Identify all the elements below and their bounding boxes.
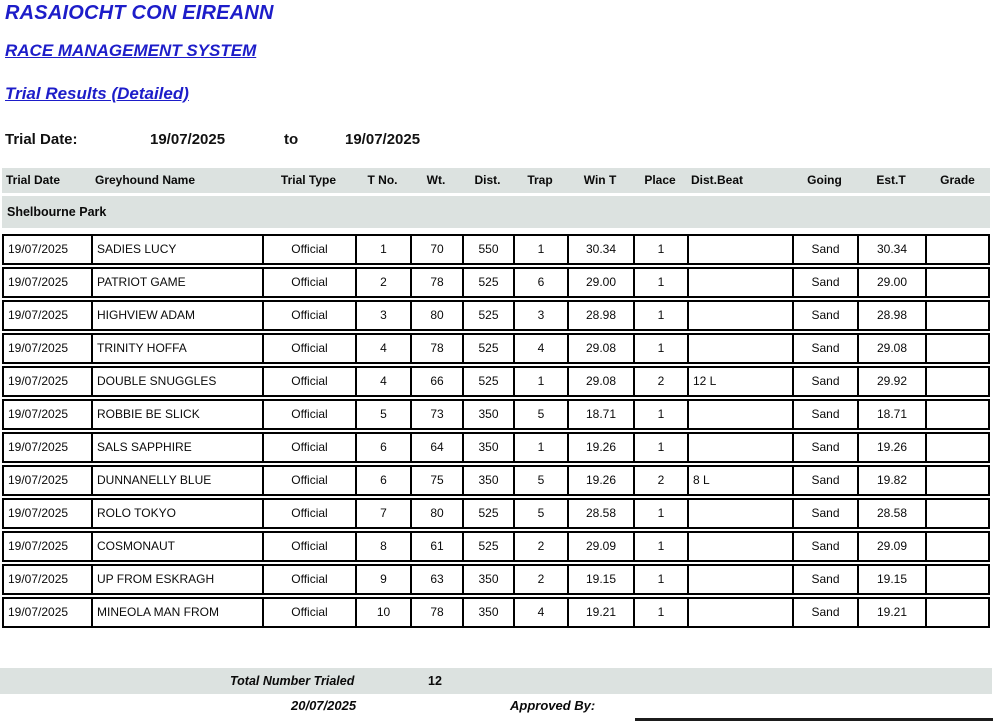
- table-cell: 2: [635, 368, 689, 395]
- table-cell: 350: [464, 599, 515, 626]
- column-header: Wt.: [426, 173, 446, 187]
- table-cell: [689, 269, 794, 296]
- table-cell: [689, 599, 794, 626]
- table-cell: 70: [412, 236, 464, 263]
- table-cell: [689, 236, 794, 263]
- table-row: [2, 366, 990, 397]
- table-cell: 19.15: [859, 566, 927, 593]
- table-cell: 350: [464, 566, 515, 593]
- table-cell: [689, 434, 794, 461]
- table-cell: 10: [357, 599, 412, 626]
- table-row: [2, 399, 990, 430]
- table-cell: 4: [515, 599, 569, 626]
- table-row: [2, 597, 990, 628]
- table-cell: 80: [412, 302, 464, 329]
- table-row: [2, 498, 990, 529]
- table-cell: Official: [264, 269, 357, 296]
- table-cell: Sand: [794, 368, 859, 395]
- table-cell: 78: [412, 335, 464, 362]
- table-cell: DUNNANELLY BLUE: [93, 467, 264, 494]
- table-cell: 8 L: [689, 467, 794, 494]
- table-cell: 1: [635, 269, 689, 296]
- table-cell: 2: [635, 467, 689, 494]
- column-header: Greyhound Name: [95, 173, 196, 187]
- table-cell: 78: [412, 599, 464, 626]
- table-cell: DOUBLE SNUGGLES: [93, 368, 264, 395]
- table-cell: [689, 401, 794, 428]
- table-cell: 3: [515, 302, 569, 329]
- table-cell: [927, 302, 988, 329]
- table-cell: ROBBIE BE SLICK: [93, 401, 264, 428]
- trial-date-filter: [0, 131, 1000, 151]
- table-cell: Sand: [794, 302, 859, 329]
- trial-date-to-label: to: [284, 131, 299, 148]
- table-cell: 350: [464, 401, 515, 428]
- table-cell: 6: [357, 434, 412, 461]
- table-cell: Sand: [794, 269, 859, 296]
- table-cell: 19/07/2025: [4, 434, 93, 461]
- trials-table-body: [2, 234, 990, 628]
- table-cell: [927, 269, 988, 296]
- table-cell: 19/07/2025: [4, 599, 93, 626]
- table-row: [2, 300, 990, 331]
- table-cell: MINEOLA MAN FROM: [93, 599, 264, 626]
- table-cell: 78: [412, 269, 464, 296]
- table-cell: 19.21: [859, 599, 927, 626]
- table-cell: 5: [357, 401, 412, 428]
- table-cell: 525: [464, 302, 515, 329]
- table-cell: [927, 335, 988, 362]
- table-cell: 29.92: [859, 368, 927, 395]
- org-title: RASAIOCHT CON EIREANN: [5, 2, 274, 24]
- trial-date-from: 19/07/2025: [150, 131, 226, 148]
- column-header: Win T: [583, 173, 617, 187]
- table-cell: 29.08: [859, 335, 927, 362]
- table-cell: 66: [412, 368, 464, 395]
- column-header: Dist.Beat: [691, 173, 744, 187]
- table-cell: 1: [515, 236, 569, 263]
- table-cell: Official: [264, 302, 357, 329]
- table-cell: 12 L: [689, 368, 794, 395]
- column-header: Est.T: [876, 173, 906, 187]
- table-cell: 9: [357, 566, 412, 593]
- table-cell: 525: [464, 533, 515, 560]
- table-cell: [927, 566, 988, 593]
- table-cell: 19/07/2025: [4, 533, 93, 560]
- table-cell: [927, 500, 988, 527]
- table-cell: 29.08: [569, 368, 635, 395]
- table-cell: 3: [357, 302, 412, 329]
- table-cell: 64: [412, 434, 464, 461]
- table-cell: 1: [635, 434, 689, 461]
- table-cell: 4: [357, 368, 412, 395]
- table-cell: Sand: [794, 566, 859, 593]
- table-cell: 19.26: [859, 434, 927, 461]
- table-row: [2, 564, 990, 595]
- table-cell: 350: [464, 467, 515, 494]
- table-cell: [927, 533, 988, 560]
- table-row: [2, 234, 990, 265]
- table-cell: 29.09: [859, 533, 927, 560]
- system-title: RACE MANAGEMENT SYSTEM: [5, 41, 257, 60]
- table-cell: Official: [264, 599, 357, 626]
- table-cell: [927, 599, 988, 626]
- table-cell: 2: [515, 566, 569, 593]
- table-cell: [927, 434, 988, 461]
- table-cell: Sand: [794, 533, 859, 560]
- table-cell: 1: [635, 599, 689, 626]
- report-title: Trial Results (Detailed): [5, 84, 189, 103]
- table-cell: Sand: [794, 467, 859, 494]
- table-cell: 525: [464, 500, 515, 527]
- table-cell: 5: [515, 467, 569, 494]
- table-cell: HIGHVIEW ADAM: [93, 302, 264, 329]
- table-cell: [927, 236, 988, 263]
- table-cell: 75: [412, 467, 464, 494]
- table-cell: 19.82: [859, 467, 927, 494]
- table-cell: [927, 467, 988, 494]
- table-cell: [689, 533, 794, 560]
- table-cell: Official: [264, 335, 357, 362]
- report-date: 20/07/2025: [291, 698, 357, 713]
- table-row: [2, 267, 990, 298]
- table-cell: 29.00: [569, 269, 635, 296]
- table-cell: 4: [357, 335, 412, 362]
- table-cell: 1: [635, 236, 689, 263]
- table-cell: 550: [464, 236, 515, 263]
- table-cell: ROLO TOKYO: [93, 500, 264, 527]
- table-cell: 525: [464, 269, 515, 296]
- table-cell: [689, 335, 794, 362]
- table-cell: Official: [264, 533, 357, 560]
- table-cell: 5: [515, 401, 569, 428]
- table-cell: 29.00: [859, 269, 927, 296]
- table-cell: PATRIOT GAME: [93, 269, 264, 296]
- table-cell: Official: [264, 467, 357, 494]
- column-header: Trial Date: [6, 173, 61, 187]
- table-cell: 5: [515, 500, 569, 527]
- column-header: Dist.: [474, 173, 501, 187]
- column-header: Trial Type: [280, 173, 337, 187]
- table-cell: 7: [357, 500, 412, 527]
- approved-by-label: Approved By:: [510, 698, 596, 713]
- column-header: Place: [644, 173, 676, 187]
- table-cell: 525: [464, 335, 515, 362]
- track-section-header: Shelbourne Park: [2, 196, 990, 228]
- table-cell: 1: [635, 533, 689, 560]
- table-cell: 28.98: [859, 302, 927, 329]
- table-cell: 18.71: [859, 401, 927, 428]
- table-cell: 19/07/2025: [4, 335, 93, 362]
- trial-date-label: Trial Date:: [5, 131, 78, 148]
- table-cell: 19.21: [569, 599, 635, 626]
- totals-band: [0, 668, 992, 694]
- table-cell: [689, 302, 794, 329]
- trial-date-to: 19/07/2025: [345, 131, 421, 148]
- trials-table: [2, 168, 990, 630]
- table-cell: 19/07/2025: [4, 500, 93, 527]
- table-cell: 2: [515, 533, 569, 560]
- table-cell: 73: [412, 401, 464, 428]
- table-cell: [927, 401, 988, 428]
- table-cell: 19.15: [569, 566, 635, 593]
- table-cell: Official: [264, 434, 357, 461]
- column-header: Trap: [527, 173, 553, 187]
- table-cell: 1: [635, 335, 689, 362]
- table-cell: 19/07/2025: [4, 368, 93, 395]
- table-cell: 6: [515, 269, 569, 296]
- table-cell: 1: [515, 434, 569, 461]
- table-row: [2, 531, 990, 562]
- table-cell: 30.34: [859, 236, 927, 263]
- column-header: T No.: [367, 173, 398, 187]
- table-cell: Official: [264, 401, 357, 428]
- table-cell: COSMONAUT: [93, 533, 264, 560]
- table-header-row: [2, 168, 990, 193]
- table-cell: 525: [464, 368, 515, 395]
- table-cell: 28.58: [569, 500, 635, 527]
- table-row: [2, 333, 990, 364]
- table-cell: 19.26: [569, 434, 635, 461]
- footer-row: [0, 698, 1000, 718]
- table-cell: Official: [264, 236, 357, 263]
- table-cell: 19/07/2025: [4, 467, 93, 494]
- table-cell: 6: [357, 467, 412, 494]
- column-header: Going: [807, 173, 842, 187]
- table-cell: 30.34: [569, 236, 635, 263]
- table-cell: 29.08: [569, 335, 635, 362]
- table-cell: 1: [635, 500, 689, 527]
- table-cell: 8: [357, 533, 412, 560]
- table-cell: 1: [357, 236, 412, 263]
- total-trialed-value: 12: [428, 674, 442, 688]
- table-cell: 19/07/2025: [4, 401, 93, 428]
- table-cell: Sand: [794, 401, 859, 428]
- table-cell: 80: [412, 500, 464, 527]
- table-cell: Sand: [794, 335, 859, 362]
- table-cell: Official: [264, 500, 357, 527]
- table-cell: 1: [635, 302, 689, 329]
- table-cell: 1: [635, 566, 689, 593]
- table-cell: 4: [515, 335, 569, 362]
- table-cell: SADIES LUCY: [93, 236, 264, 263]
- table-cell: 28.58: [859, 500, 927, 527]
- table-cell: UP FROM ESKRAGH: [93, 566, 264, 593]
- table-cell: 1: [515, 368, 569, 395]
- table-cell: Sand: [794, 599, 859, 626]
- total-trialed-label: Total Number Trialed: [230, 674, 355, 688]
- table-cell: 2: [357, 269, 412, 296]
- table-row: [2, 465, 990, 496]
- table-cell: Sand: [794, 434, 859, 461]
- table-cell: 61: [412, 533, 464, 560]
- table-cell: 28.98: [569, 302, 635, 329]
- table-cell: 19.26: [569, 467, 635, 494]
- table-cell: Official: [264, 368, 357, 395]
- table-cell: 19/07/2025: [4, 269, 93, 296]
- table-cell: 19/07/2025: [4, 302, 93, 329]
- table-cell: [927, 368, 988, 395]
- table-cell: 18.71: [569, 401, 635, 428]
- table-row: [2, 432, 990, 463]
- signature-line: [635, 718, 993, 721]
- table-cell: TRINITY HOFFA: [93, 335, 264, 362]
- table-cell: 29.09: [569, 533, 635, 560]
- table-cell: SALS SAPPHIRE: [93, 434, 264, 461]
- table-cell: Sand: [794, 236, 859, 263]
- table-cell: 63: [412, 566, 464, 593]
- column-header: Grade: [940, 173, 975, 187]
- table-cell: Official: [264, 566, 357, 593]
- table-cell: [689, 500, 794, 527]
- table-cell: 1: [635, 401, 689, 428]
- table-cell: 19/07/2025: [4, 236, 93, 263]
- table-cell: Sand: [794, 500, 859, 527]
- table-cell: 350: [464, 434, 515, 461]
- table-cell: 19/07/2025: [4, 566, 93, 593]
- table-cell: [689, 566, 794, 593]
